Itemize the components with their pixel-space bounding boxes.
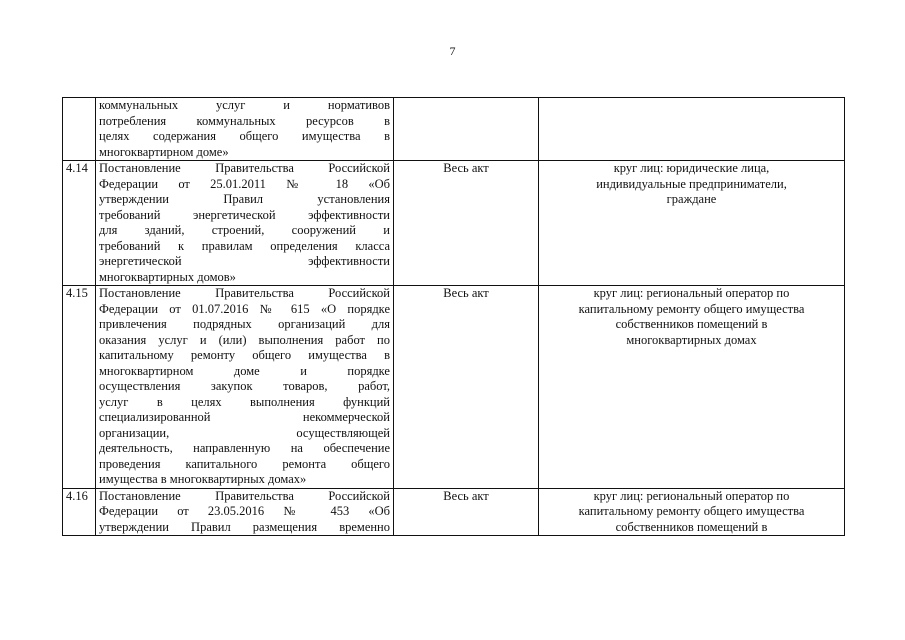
page-number: 7: [449, 44, 456, 58]
persons-circle-line: капитальному ремонту общего имущества: [578, 301, 805, 316]
persons-circle-line: собственников помещений в: [615, 317, 768, 331]
act-scope-cell: [394, 98, 539, 161]
persons-circle-cell: [539, 286, 845, 489]
persons-circle-line: круг лиц: региональный оператор по: [593, 488, 790, 503]
act-name-line: энергетической эффективности: [99, 254, 390, 268]
act-name-line: коммунальных услуг и нормативов: [99, 98, 390, 112]
persons-circle-line: капитальному ремонту общего имущества: [578, 504, 805, 518]
persons-circle-cell: [539, 161, 845, 286]
persons-circle-line: круг лиц: региональный оператор по: [593, 286, 790, 300]
row-number: 4.16: [63, 488, 96, 535]
row-number: [63, 98, 96, 161]
act-name-line: специализированной некоммерческой: [99, 410, 390, 424]
table-body: [63, 98, 845, 536]
act-name-line: Постановление Правительства Российской: [99, 161, 390, 175]
row-number: 4.15: [63, 286, 96, 489]
act-name-cell: [96, 98, 394, 161]
persons-circle-cell: [539, 488, 845, 535]
act-name-line: имущества в многоквартирных домах»: [99, 472, 307, 486]
persons-circle-line: круг лиц: юридические лица,: [613, 161, 770, 175]
act-name-line: многоквартирном доме»: [99, 144, 229, 159]
act-name-line: утверждении Правил размещения временно: [99, 519, 390, 534]
act-name-line: утверждении Правил установления: [99, 192, 390, 206]
table-row: [63, 488, 845, 535]
act-name-line: Федерации от 25.01.2011 № 18 «Об: [99, 176, 390, 191]
act-name-line: осуществления закупок товаров, работ,: [99, 379, 390, 393]
act-scope-cell: Весь акт: [394, 488, 539, 535]
act-name-line: капитальному ремонту общего имущества в: [99, 348, 390, 362]
act-name-line: Федерации от 01.07.2016 № 615 «О порядке: [99, 301, 390, 316]
persons-circle-line: многоквартирных домах: [626, 332, 757, 347]
row-number: 4.14: [63, 161, 96, 286]
act-name-line: требований к правилам определения класса: [99, 238, 390, 253]
act-name-line: деятельность, направленную на обеспечение: [99, 441, 390, 455]
act-scope-cell: Весь акт: [394, 286, 539, 489]
act-name-cell: [96, 488, 394, 535]
persons-circle-line: индивидуальные предприниматели,: [596, 176, 787, 191]
act-name-cell: [96, 161, 394, 286]
act-name-line: Постановление Правительства Российской: [99, 286, 390, 300]
act-name-line: целях содержания общего имущества в: [99, 129, 390, 143]
act-scope-cell: Весь акт: [394, 161, 539, 286]
table-row: [63, 161, 845, 286]
act-name-line: привлечения подрядных организаций для: [99, 317, 390, 331]
act-name-line: многоквартирных домов»: [99, 269, 236, 284]
act-name-line: требований энергетической эффективности: [99, 207, 390, 222]
act-name-line: потребления коммунальных ресурсов в: [99, 113, 390, 128]
act-name-line: услуг в целях выполнения функций: [99, 394, 390, 409]
persons-circle-line: собственников помещений в: [615, 519, 768, 534]
act-name-line: Федерации от 23.05.2016 № 453 «Об: [99, 504, 390, 518]
act-name-cell: [96, 286, 394, 489]
act-name-line: многоквартирном доме и порядке: [99, 363, 390, 378]
persons-circle-cell: [539, 98, 845, 161]
act-name-line: организации, осуществляющей: [99, 425, 390, 440]
act-name-line: оказания услуг и (или) выполнения работ по: [99, 332, 390, 347]
persons-circle-line: граждане: [666, 192, 717, 206]
act-name-line: для зданий, строений, сооружений и: [99, 223, 390, 237]
table-row: [63, 98, 845, 161]
act-name-line: Постановление Правительства Российской: [99, 488, 390, 503]
table-row: [63, 286, 845, 489]
legal-acts-table: [62, 97, 845, 536]
act-name-line: проведения капитального ремонта общего: [99, 456, 390, 471]
